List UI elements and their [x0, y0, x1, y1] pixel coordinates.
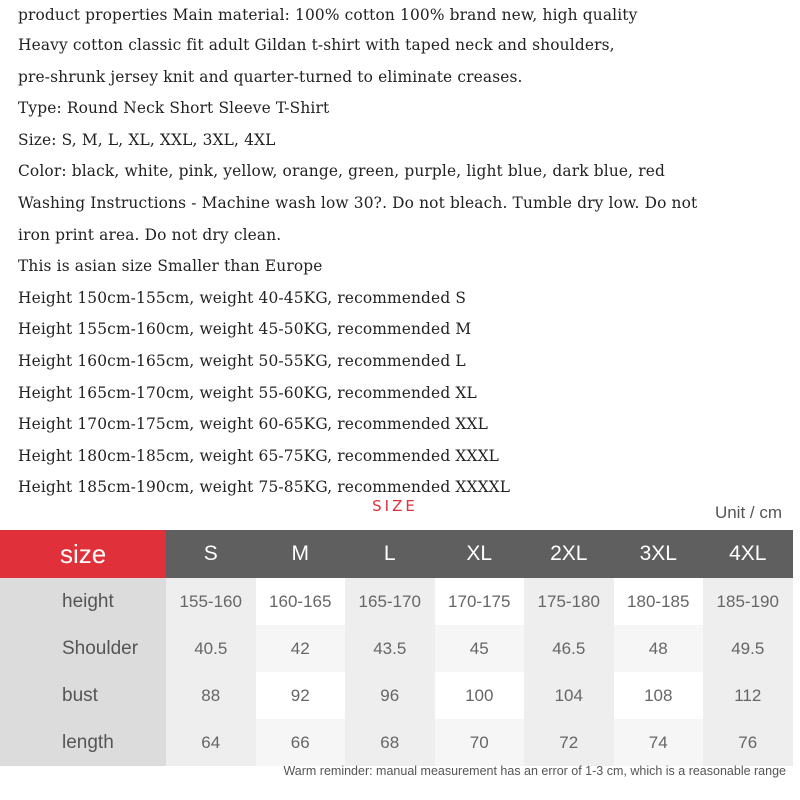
description-line: Size: S, M, L, XL, XXL, 3XL, 4XL — [18, 130, 276, 149]
size-header-cell: S — [166, 530, 256, 578]
row-label-shoulder: Shoulder — [0, 625, 166, 672]
description-line: Height 155cm-160cm, weight 45-50KG, recommended M — [18, 320, 472, 339]
table-cell: 92 — [256, 672, 346, 719]
table-cell: 160-165 — [256, 578, 346, 625]
description-line: product properties Main material: 100% cotton 100% brand new, high quality — [18, 6, 638, 24]
table-cell: 48 — [614, 625, 704, 672]
table-cell: 108 — [614, 672, 704, 719]
table-row — [0, 578, 800, 625]
size-chart-heading: SIZE — [372, 497, 418, 515]
size-header-row — [0, 530, 800, 578]
table-row — [0, 719, 800, 766]
table-cell: 43.5 — [345, 625, 435, 672]
size-chart-table — [0, 530, 800, 760]
description-line: Height 170cm-175cm, weight 60-65KG, recommended XXL — [18, 415, 488, 434]
size-header-cell: M — [256, 530, 346, 578]
table-cell: 74 — [614, 719, 704, 766]
table-cell: 88 — [166, 672, 256, 719]
description-line: iron print area. Do not dry clean. — [18, 225, 282, 244]
table-cell: 96 — [345, 672, 435, 719]
table-cell: 76 — [703, 719, 793, 766]
table-cell: 112 — [703, 672, 793, 719]
table-cell: 68 — [345, 719, 435, 766]
table-cell: 40.5 — [166, 625, 256, 672]
table-cell: 46.5 — [524, 625, 614, 672]
description-line: Height 150cm-155cm, weight 40-45KG, recommended S — [18, 288, 467, 307]
row-label-height: height — [0, 578, 166, 625]
row-label-length: length — [0, 719, 166, 766]
unit-label: Unit / cm — [714, 503, 782, 522]
description-line: Color: black, white, pink, yellow, orange, green, purple, light blue, dark blue, red — [18, 162, 666, 181]
table-cell: 70 — [435, 719, 525, 766]
description-line: Heavy cotton classic fit adult Gildan t-shirt with taped neck and shoulders, — [18, 36, 615, 54]
size-corner-label: size — [0, 530, 166, 578]
table-cell: 170-175 — [435, 578, 525, 625]
description-line: Height 185cm-190cm, weight 75-85KG, recommended XXXXL — [18, 478, 511, 497]
size-header-cell: 2XL — [524, 530, 614, 578]
size-header-cell: 4XL — [703, 530, 793, 578]
row-label-bust: bust — [0, 672, 166, 719]
table-cell: 49.5 — [703, 625, 793, 672]
product-description — [18, 0, 798, 504]
table-row — [0, 625, 800, 672]
description-line: Height 180cm-185cm, weight 65-75KG, recommended XXXL — [18, 446, 500, 465]
description-line: Height 160cm-165cm, weight 50-55KG, recommended L — [18, 351, 466, 370]
description-line: Type: Round Neck Short Sleeve T-Shirt — [18, 99, 330, 118]
size-header-cell: L — [345, 530, 435, 578]
size-header-cell: 3XL — [614, 530, 704, 578]
table-cell: 72 — [524, 719, 614, 766]
table-row — [0, 672, 800, 719]
description-line: Height 165cm-170cm, weight 55-60KG, recommended XL — [18, 383, 477, 402]
table-cell: 175-180 — [524, 578, 614, 625]
size-header-cell: XL — [435, 530, 525, 578]
table-cell: 100 — [435, 672, 525, 719]
table-cell: 45 — [435, 625, 525, 672]
table-cell: 42 — [256, 625, 346, 672]
description-line: Washing Instructions - Machine wash low 30?. Do not bleach. Tumble dry low. Do not — [18, 193, 698, 212]
table-cell: 66 — [256, 719, 346, 766]
table-cell: 155-160 — [166, 578, 256, 625]
measurement-reminder: Warm reminder: manual measurement has an error of 1-3 cm, which is a reasonable range — [283, 764, 786, 778]
table-cell: 104 — [524, 672, 614, 719]
table-cell: 64 — [166, 719, 256, 766]
table-cell: 185-190 — [703, 578, 793, 625]
description-line: pre-shrunk jersey knit and quarter-turned to eliminate creases. — [18, 67, 523, 86]
table-cell: 180-185 — [614, 578, 704, 625]
description-line: This is asian size Smaller than Europe — [18, 257, 323, 276]
table-cell: 165-170 — [345, 578, 435, 625]
